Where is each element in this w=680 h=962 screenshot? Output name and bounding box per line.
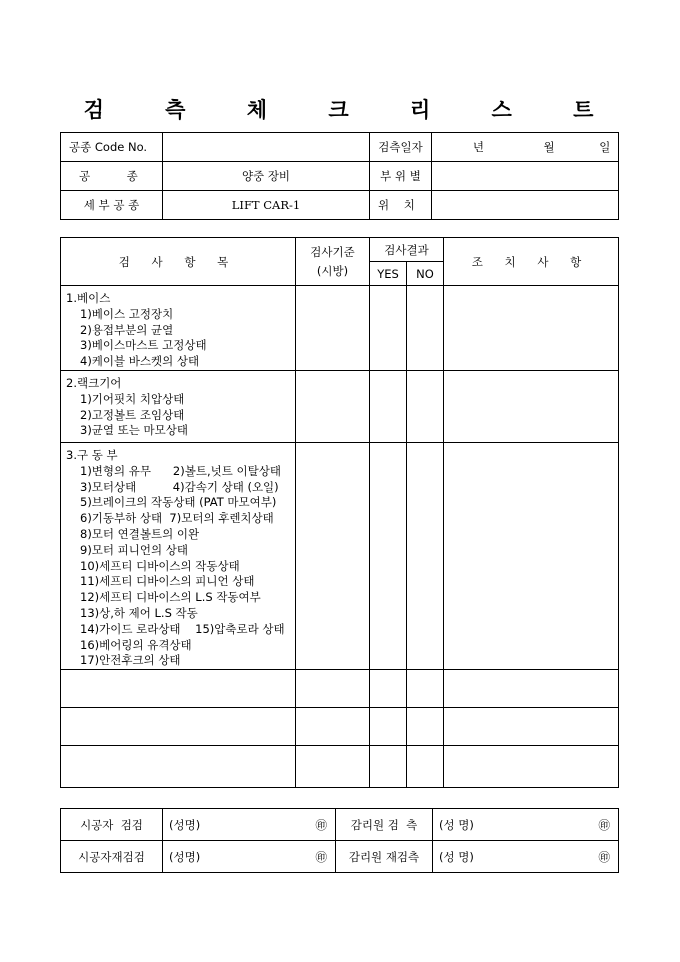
seal-mark: ㊞ bbox=[298, 841, 336, 873]
supervisor-name-field[interactable]: (성 명) bbox=[433, 809, 581, 841]
blank-row bbox=[61, 670, 619, 708]
part-label: 부 위 별 bbox=[370, 162, 432, 191]
no-cell[interactable] bbox=[407, 370, 444, 442]
check-item: 1)베이스 고정장치 bbox=[80, 306, 174, 321]
action-cell[interactable] bbox=[444, 670, 619, 708]
check-item: 5)브레이크의 작동상태 (PAT 마모여부) bbox=[80, 495, 277, 510]
standard-cell[interactable] bbox=[296, 670, 370, 708]
check-item: 14)가이드 로라상태 15)압축로라 상태 bbox=[80, 621, 285, 636]
standard-cell[interactable] bbox=[296, 442, 370, 669]
section-drive bbox=[61, 442, 296, 669]
signature-row-2 bbox=[61, 841, 619, 873]
inspection-table bbox=[60, 237, 619, 788]
item-cell[interactable] bbox=[61, 708, 296, 746]
signature-table bbox=[60, 808, 619, 873]
check-item: 4)케이블 바스켓의 상태 bbox=[80, 354, 200, 369]
action-cell[interactable] bbox=[444, 708, 619, 746]
yes-cell[interactable] bbox=[370, 670, 407, 708]
location-value[interactable] bbox=[432, 191, 619, 220]
check-item: 3)베이스마스트 고정상태 bbox=[80, 338, 207, 353]
section-heading: 3.구 동 부 bbox=[66, 447, 118, 462]
seal-mark: ㊞ bbox=[298, 809, 336, 841]
standard-cell[interactable] bbox=[296, 708, 370, 746]
check-item: 9)모터 피니언의 상태 bbox=[80, 542, 188, 557]
contractor-reinspection-label: 시공자재검검 bbox=[61, 841, 163, 873]
blank-row bbox=[61, 708, 619, 746]
yes-cell[interactable] bbox=[370, 370, 407, 442]
yes-cell[interactable] bbox=[370, 746, 407, 788]
check-item: 3)모터상태 4)감속기 상태 (오일) bbox=[80, 479, 279, 494]
check-item: 1)변형의 유무 2)볼트,넛트 이탈상태 bbox=[80, 463, 281, 478]
check-item: 8)모터 연결볼트의 이완 bbox=[80, 526, 200, 541]
col-standard-header bbox=[296, 238, 370, 286]
supervisor-re-name-field[interactable]: (성 명) bbox=[433, 841, 581, 873]
action-cell[interactable] bbox=[444, 746, 619, 788]
item-cell[interactable] bbox=[61, 746, 296, 788]
contractor-inspection-label: 시공자 검검 bbox=[61, 809, 163, 841]
inspection-date-value[interactable] bbox=[432, 133, 619, 162]
seal-mark: ㊞ bbox=[581, 809, 619, 841]
check-item: 11)세프티 디바이스의 피니언 상태 bbox=[80, 574, 255, 589]
check-item: 12)세프티 디바이스의 L.S 작동여부 bbox=[80, 590, 261, 605]
work-type-value[interactable]: 양중 장비 bbox=[163, 162, 370, 191]
check-item: 13)상,하 제어 L.S 작동 bbox=[80, 605, 198, 620]
col-standard-sub: (시방) bbox=[316, 263, 349, 278]
blank-row bbox=[61, 746, 619, 788]
col-no-header: NO bbox=[407, 262, 444, 286]
code-value[interactable] bbox=[163, 133, 370, 162]
col-yes-header: YES bbox=[370, 262, 407, 286]
action-cell[interactable] bbox=[444, 442, 619, 669]
yes-cell[interactable] bbox=[370, 286, 407, 371]
standard-cell[interactable] bbox=[296, 746, 370, 788]
check-item: 2)용접부분의 균열 bbox=[80, 322, 174, 337]
section-row-base bbox=[61, 286, 619, 371]
contractor-re-name-field[interactable]: (성명) bbox=[163, 841, 298, 873]
yes-cell[interactable] bbox=[370, 442, 407, 669]
date-day: 일 bbox=[599, 140, 611, 154]
no-cell[interactable] bbox=[407, 442, 444, 669]
date-year: 년 bbox=[472, 140, 484, 154]
col-item-header: 검 사 항 목 bbox=[61, 238, 296, 286]
location-label: 위 치 bbox=[370, 191, 432, 220]
no-cell[interactable] bbox=[407, 746, 444, 788]
action-cell[interactable] bbox=[444, 370, 619, 442]
col-standard-title: 검사기준 bbox=[310, 244, 355, 259]
supervisor-inspection-label: 감리원 검 측 bbox=[336, 809, 433, 841]
yes-cell[interactable] bbox=[370, 708, 407, 746]
standard-cell[interactable] bbox=[296, 286, 370, 371]
section-row-drive bbox=[61, 442, 619, 669]
no-cell[interactable] bbox=[407, 286, 444, 371]
inspection-date-label: 검측일자 bbox=[370, 133, 432, 162]
code-label: 공종 Code No. bbox=[61, 133, 163, 162]
action-cell[interactable] bbox=[444, 286, 619, 371]
contractor-name-field[interactable]: (성명) bbox=[163, 809, 298, 841]
no-cell[interactable] bbox=[407, 708, 444, 746]
col-action-header: 조 치 사 항 bbox=[444, 238, 619, 286]
col-result-header: 검사결과 bbox=[370, 238, 444, 262]
header-row-1 bbox=[61, 238, 619, 262]
check-item: 1)기어핏치 치압상태 bbox=[80, 391, 185, 406]
detail-work-value[interactable]: LIFT CAR-1 bbox=[163, 191, 370, 220]
info-row-detail bbox=[61, 191, 619, 220]
no-cell[interactable] bbox=[407, 670, 444, 708]
info-row-work bbox=[61, 162, 619, 191]
section-row-rack bbox=[61, 370, 619, 442]
part-value[interactable] bbox=[432, 162, 619, 191]
check-item: 6)기동부하 상태 7)모터의 후렌치상태 bbox=[80, 511, 274, 526]
section-heading: 2.랙크기어 bbox=[66, 375, 122, 390]
check-item: 10)세프티 디바이스의 작동상태 bbox=[80, 558, 240, 573]
date-month: 월 bbox=[543, 140, 555, 154]
section-rack-gear bbox=[61, 370, 296, 442]
signature-row-1 bbox=[61, 809, 619, 841]
section-heading: 1.베이스 bbox=[66, 291, 111, 305]
check-item: 3)균열 또는 마모상태 bbox=[80, 423, 188, 438]
info-table bbox=[60, 132, 619, 220]
check-item: 16)베어링의 유격상태 bbox=[80, 637, 192, 652]
detail-work-label: 세 부 공 종 bbox=[61, 191, 163, 220]
check-item: 17)안전후크의 상태 bbox=[80, 653, 181, 668]
standard-cell[interactable] bbox=[296, 370, 370, 442]
check-item: 2)고정볼트 조임상태 bbox=[80, 407, 185, 422]
section-base bbox=[61, 286, 296, 371]
work-type-label: 공 종 bbox=[61, 162, 163, 191]
seal-mark: ㊞ bbox=[581, 841, 619, 873]
item-cell[interactable] bbox=[61, 670, 296, 708]
page-title: 검 측 체 크 리 스 트 bbox=[83, 97, 621, 122]
info-row-code bbox=[61, 133, 619, 162]
supervisor-reinspection-label: 감리원 재검측 bbox=[336, 841, 433, 873]
